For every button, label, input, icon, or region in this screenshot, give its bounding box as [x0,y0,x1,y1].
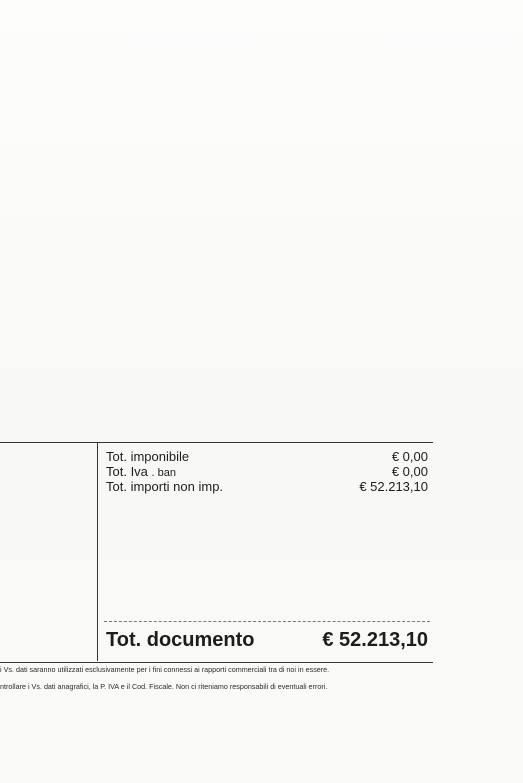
imponibile-label: Tot. imponibile [106,449,190,464]
verification-note-line: ntrollare i Vs. dati anagrafici, la P. IVA e il Cod. Fiscale. Non ci riteniamo responsabili di eventuali errori. [0,682,328,691]
iva-value: € 0,00 [391,464,428,479]
total-separator-line [104,621,430,622]
non-imponibile-label: Tot. importi non imp. [106,479,224,494]
non-imponibile-value: € 52.213,10 [359,479,428,494]
document-total-value: € 52.213,10 [322,629,428,651]
document-total-label: Tot. documento [106,629,255,651]
privacy-note-line: i Vs. dati saranno utilizzati esclusivamente per i fini connessi ai rapporti commerciali tra di noi in essere. [0,665,330,674]
document-total-row [106,628,428,656]
totals-panel [98,443,433,661]
iva-suffix: . ban [151,467,177,479]
imponibile-value: € 0,00 [391,449,428,464]
iva-label: Tot. Iva [106,464,148,479]
